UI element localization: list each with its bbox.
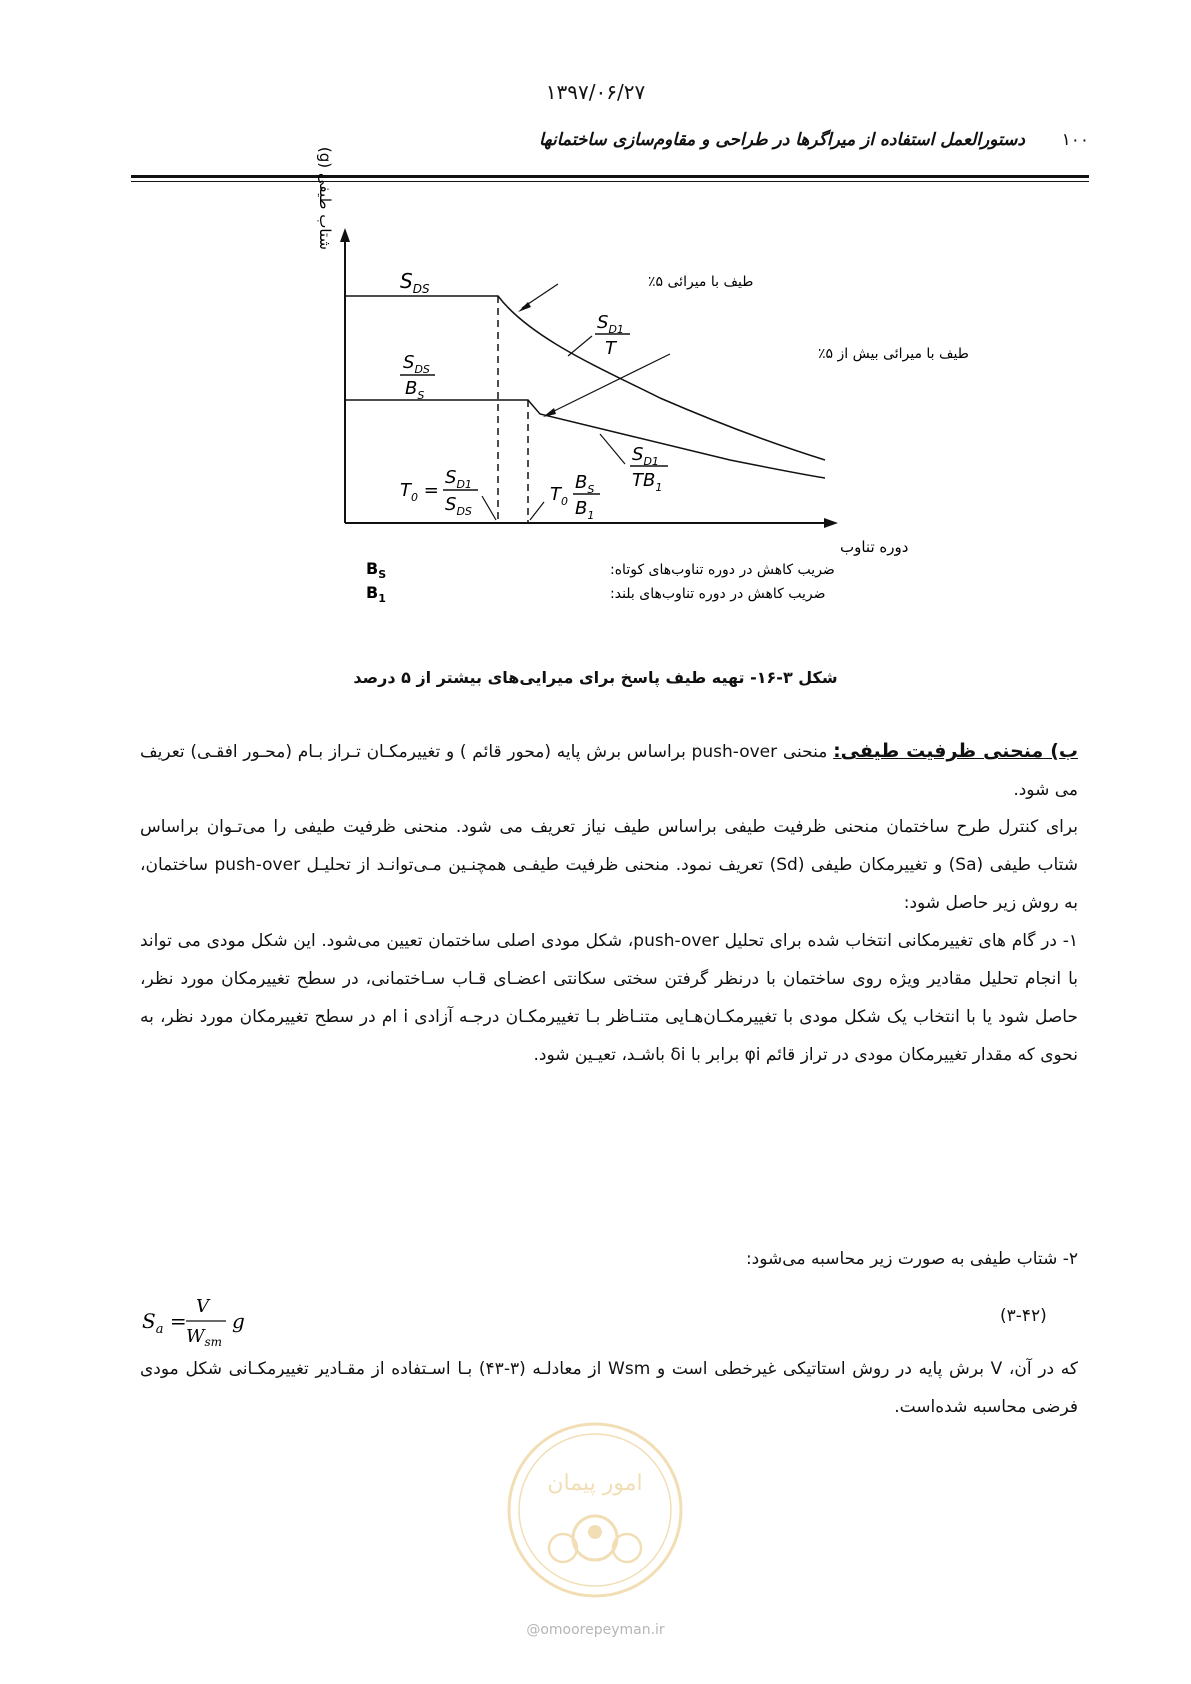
header-rule-thick xyxy=(131,175,1089,178)
paragraph-5: که در آن، V برش پایه در روش استاتیکی غیرخطی است و Wsm از معادلـه (۳-۴۳) بـا اسـتفاده از مقـادیر تغییرمکـانی شکل مودی فرضی محاسبه شده‌است. xyxy=(140,1359,1078,1417)
paragraph-3: ۱- در گام های تغییرمکانی انتخاب شده برای تحلیل push-over، شکل مودی اصلی ساختمان تعیین می‌شود. این شکل مودی می تواند با انجام تحلیل مقادیر ویژه روی ساختمان با درنظر گرفتن سختی سکانتی اعضـای قـاب سـاختمانی، در سطح تغییرمکان مورد نظر، حاصل شود یا با انتخاب یک شکل مودی با تغییرمکـان‌هـایی متنـاظر بـا تغییرمکـان درجـه آزادی i ام در سطح تغییرمکان مورد نظر، به نحوی که مقدار تغییرمکان مودی در تراز قائم φi برابر با δi باشـد، تعیـین شود. xyxy=(140,931,1078,1065)
header-rule-thin xyxy=(131,181,1089,182)
label-t0-num: $S_{D1}$ xyxy=(445,467,472,491)
legend-bs-symbol: $B_S$ xyxy=(366,559,387,581)
label-t0-eq: $T_0$ = xyxy=(400,480,439,504)
label-sds-over-bs-num: $S_{DS}$ xyxy=(403,352,430,376)
eq-lhs: $S_a$ = xyxy=(142,1309,187,1337)
response-spectrum-figure xyxy=(300,146,969,648)
leader-sd1-t xyxy=(568,336,592,356)
equation-number: (۳-۴۲) xyxy=(1000,1306,1047,1326)
leader-t0-bs-b1 xyxy=(530,502,544,520)
eq-g: g xyxy=(232,1309,245,1333)
label-bs-num: $B_S$ xyxy=(575,472,595,496)
paragraph-4: ۲- شتاب طیفی به صورت زیر محاسبه می‌شود: xyxy=(745,1249,1078,1269)
paragraph-text: منحنی push-over براساس برش پایه (محور قائم ) و تغییرمکـان تـراز بـام (محـور افقـی) تعریف می شود. xyxy=(140,742,1078,800)
label-sds-over-bs-den: $B_S$ xyxy=(405,378,425,402)
legend-b1-symbol: $B_1$ xyxy=(366,583,386,605)
y-axis-label: شتاب طیفی (g) xyxy=(316,146,334,250)
svg-text:امور پیمان: امور پیمان xyxy=(547,1471,643,1496)
label-sd1-over-tb1: $S_{D1}$ xyxy=(632,444,659,468)
paragraph-2: برای کنترل طرح ساختمان منحنی ظرفیت طیفی براساس طیف نیاز تعریف می شود. منحنی ظرفیت طیفی را می‌تـوان براساس شتاب طیفی (Sa) و تغییرمکان طیفی (Sd) تعریف نمود. منحنی ظرفیت طیفـی همچنـین مـی‌توانـد از تحلیـل push-over ساختمان، به روش زیر حاصل شود: xyxy=(140,817,1079,913)
leader-t0 xyxy=(482,496,496,520)
page-number: ۱۰۰ xyxy=(1061,130,1089,150)
leader-sd1-tb1 xyxy=(600,434,625,464)
label-t0-bs-b1: $T_0$ xyxy=(550,484,568,508)
label-tb1: $TB_1$ xyxy=(632,470,663,494)
watermark-logo xyxy=(505,1420,685,1600)
label-sd1-over-t: $S_{D1}$ xyxy=(597,312,624,336)
equation-sa xyxy=(140,1292,260,1352)
label-t0-den: $S_{DS}$ xyxy=(445,494,472,518)
y-axis-arrow xyxy=(340,228,350,242)
label-t: T xyxy=(605,338,616,359)
annotation-more-5pct: طیف با میرائی بیش از ۵٪ xyxy=(818,346,969,362)
eq-numerator: V xyxy=(196,1296,209,1317)
watermark-site: @omoorepeyman.ir xyxy=(526,1622,665,1638)
annotation-5pct: طیف با میرائی ۵٪ xyxy=(648,274,754,290)
document-title: دستورالعمل استفاده از میراگرها در طراحی و مقاوم‌سازی ساختمانها xyxy=(538,130,1025,150)
label-b1-den: $B_1$ xyxy=(575,498,595,522)
legend-bs-text: ضریب کاهش در دوره تناوب‌های کوتاه: xyxy=(610,562,835,578)
x-axis-label: دوره تناوب xyxy=(840,538,909,556)
document-date: ۱۳۹۷/۰۶/۲۷ xyxy=(545,80,646,104)
paragraph-spectral-capacity xyxy=(140,732,1078,809)
spectrum-curve-more-5pct xyxy=(345,400,825,478)
label-sds: $S_{DS}$ xyxy=(400,269,430,296)
page-header xyxy=(131,130,1089,160)
legend-b1-text: ضریب کاهش در دوره تناوب‌های بلند: xyxy=(610,586,826,602)
section-heading: ب) منحنی ظرفیت طیفی: xyxy=(833,740,1078,762)
x-axis-arrow xyxy=(824,518,838,528)
leader-more-5pct xyxy=(548,354,670,414)
eq-denominator: $W_{sm}$ xyxy=(186,1326,223,1349)
figure-caption: شکل ۳-۱۶- تهیه طیف پاسخ برای میرایی‌های بیشتر از ۵ درصد xyxy=(353,668,838,687)
